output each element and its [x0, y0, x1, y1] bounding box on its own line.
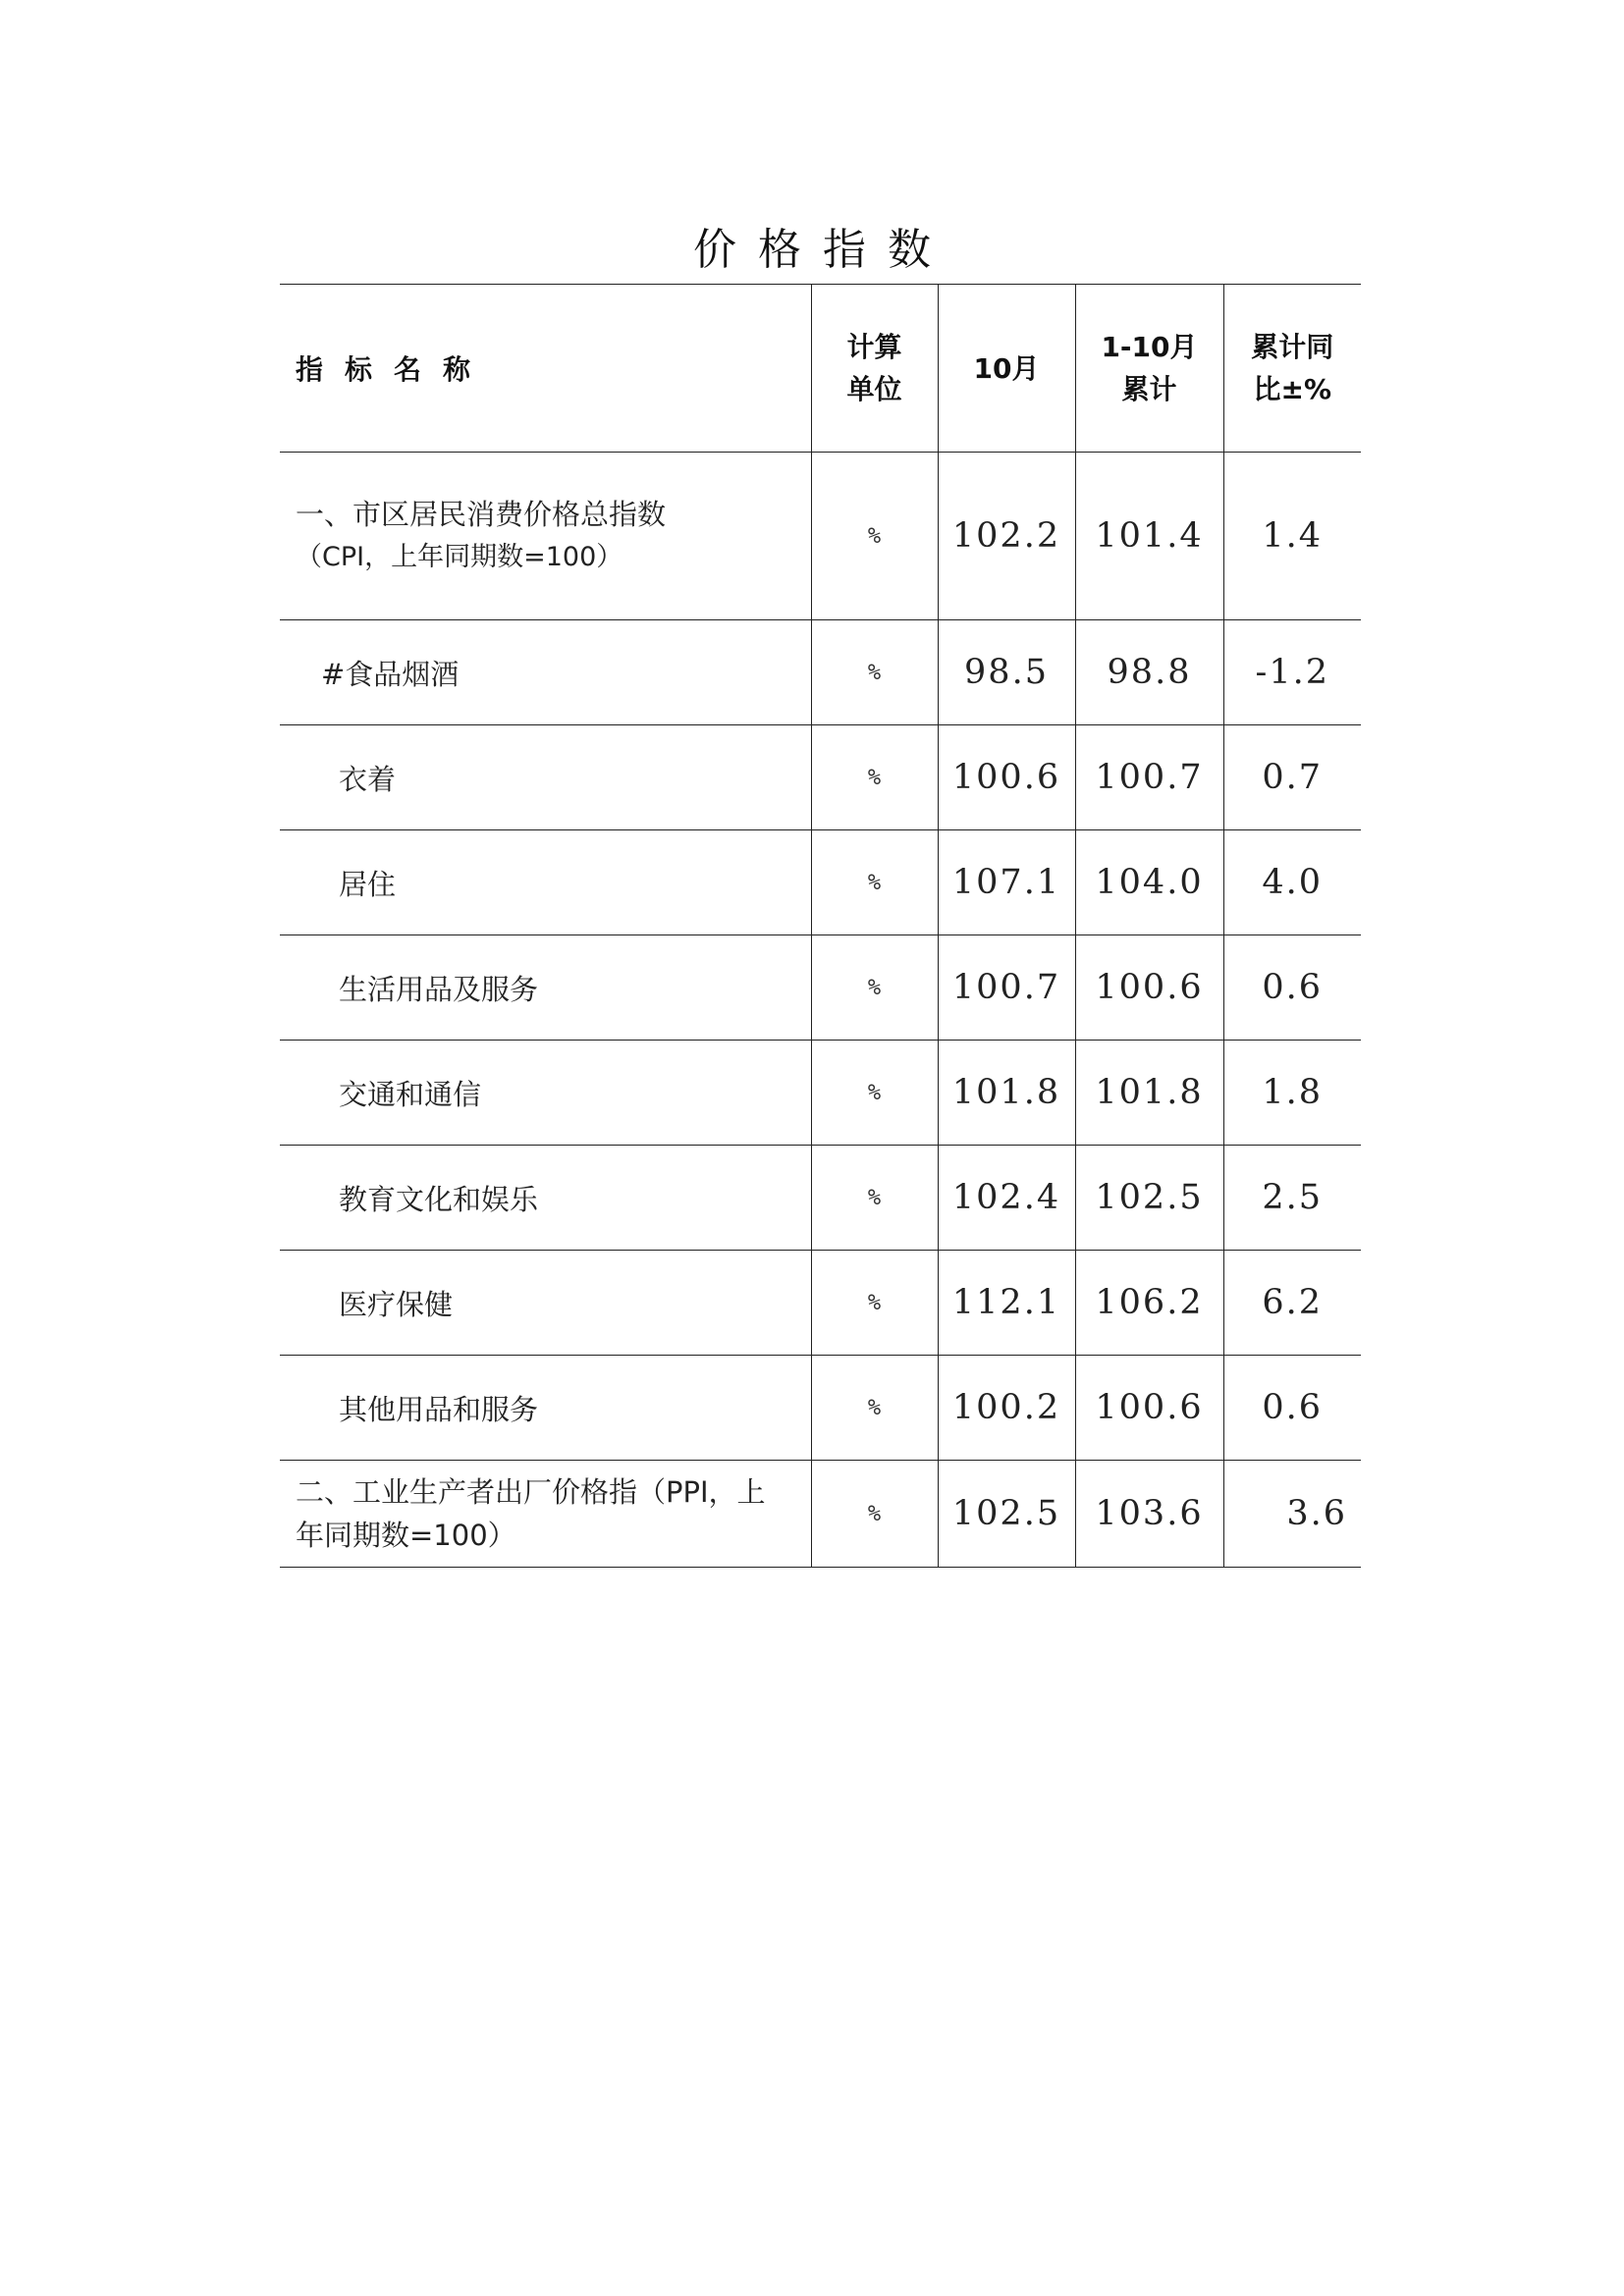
row-unit: %	[811, 830, 938, 935]
header-cumulative	[1075, 285, 1223, 453]
header-yoy-line1: 累计同	[1251, 331, 1334, 363]
header-yoy	[1223, 285, 1361, 453]
row-yoy-value: 6.2	[1223, 1251, 1361, 1356]
row-month-value: 102.2	[938, 453, 1075, 620]
price-index-table	[280, 284, 1361, 1568]
row-unit: %	[811, 1146, 938, 1251]
row-cumulative-value: 103.6	[1075, 1461, 1223, 1568]
row-yoy-value: 0.7	[1223, 725, 1361, 830]
table-row	[280, 830, 1361, 935]
row-unit: %	[811, 1251, 938, 1356]
table-row	[280, 935, 1361, 1041]
row-unit: %	[811, 1041, 938, 1146]
row-yoy-value: 0.6	[1223, 935, 1361, 1041]
row-name-line1: 一、市区居民消费价格总指数	[296, 498, 667, 531]
header-yoy-line2: 比±%	[1253, 373, 1332, 405]
row-month-value: 101.8	[938, 1041, 1075, 1146]
table-row	[280, 620, 1361, 725]
page-title: 价格指数	[693, 225, 952, 275]
row-unit: %	[811, 1356, 938, 1461]
row-unit: %	[811, 725, 938, 830]
row-name-line2: （CPI，上年同期数=100）	[296, 542, 623, 572]
row-name: 教育文化和娱乐	[280, 1146, 811, 1251]
row-yoy-value: 2.5	[1223, 1146, 1361, 1251]
row-name: 居住	[280, 830, 811, 935]
row-month-value: 112.1	[938, 1251, 1075, 1356]
row-unit: %	[811, 620, 938, 725]
row-name-line2: 年同期数=100）	[296, 1519, 516, 1552]
row-month-value: 100.6	[938, 725, 1075, 830]
row-month-value: 100.7	[938, 935, 1075, 1041]
table-row	[280, 1356, 1361, 1461]
row-name: 医疗保健	[280, 1251, 811, 1356]
row-cumulative-value: 101.8	[1075, 1041, 1223, 1146]
row-month-value: 100.2	[938, 1356, 1075, 1461]
row-cumulative-value: 100.6	[1075, 1356, 1223, 1461]
row-month-value: 102.4	[938, 1146, 1075, 1251]
row-name: #食品烟酒	[280, 620, 811, 725]
header-indicator-name: 指标名称	[280, 285, 811, 453]
row-yoy-value: 4.0	[1223, 830, 1361, 935]
table-header-row	[280, 285, 1361, 453]
row-cumulative-value: 100.7	[1075, 725, 1223, 830]
row-month-value: 98.5	[938, 620, 1075, 725]
header-cumulative-line1: 1-10月	[1101, 331, 1198, 363]
row-yoy-value: 0.6	[1223, 1356, 1361, 1461]
row-yoy-value: -1.2	[1223, 620, 1361, 725]
table-row	[280, 1251, 1361, 1356]
row-name: 其他用品和服务	[280, 1356, 811, 1461]
row-name	[280, 453, 811, 620]
row-cumulative-value: 100.6	[1075, 935, 1223, 1041]
row-month-value: 107.1	[938, 830, 1075, 935]
row-yoy-value: 1.4	[1223, 453, 1361, 620]
table-row	[280, 1041, 1361, 1146]
row-month-value: 102.5	[938, 1461, 1075, 1568]
row-cumulative-value: 101.4	[1075, 453, 1223, 620]
table-row-ppi	[280, 1461, 1361, 1568]
header-unit-line1: 计算	[846, 331, 902, 363]
header-unit-line2: 单位	[846, 373, 902, 405]
table-row	[280, 725, 1361, 830]
header-cumulative-line2: 累计	[1121, 373, 1177, 405]
row-cumulative-value: 102.5	[1075, 1146, 1223, 1251]
row-unit: %	[811, 935, 938, 1041]
row-unit: %	[811, 453, 938, 620]
header-unit	[811, 285, 938, 453]
header-month: 10月	[938, 285, 1075, 453]
table-row-cpi	[280, 453, 1361, 620]
table-row	[280, 1146, 1361, 1251]
row-yoy-value: 3.6	[1223, 1461, 1361, 1568]
row-name: 衣着	[280, 725, 811, 830]
row-name: 交通和通信	[280, 1041, 811, 1146]
row-cumulative-value: 104.0	[1075, 830, 1223, 935]
row-name: 生活用品及服务	[280, 935, 811, 1041]
row-cumulative-value: 98.8	[1075, 620, 1223, 725]
row-unit: %	[811, 1461, 938, 1568]
row-name	[280, 1461, 811, 1568]
row-yoy-value: 1.8	[1223, 1041, 1361, 1146]
row-name-line1: 二、工业生产者出厂价格指（PPI，上	[296, 1475, 766, 1509]
row-cumulative-value: 106.2	[1075, 1251, 1223, 1356]
